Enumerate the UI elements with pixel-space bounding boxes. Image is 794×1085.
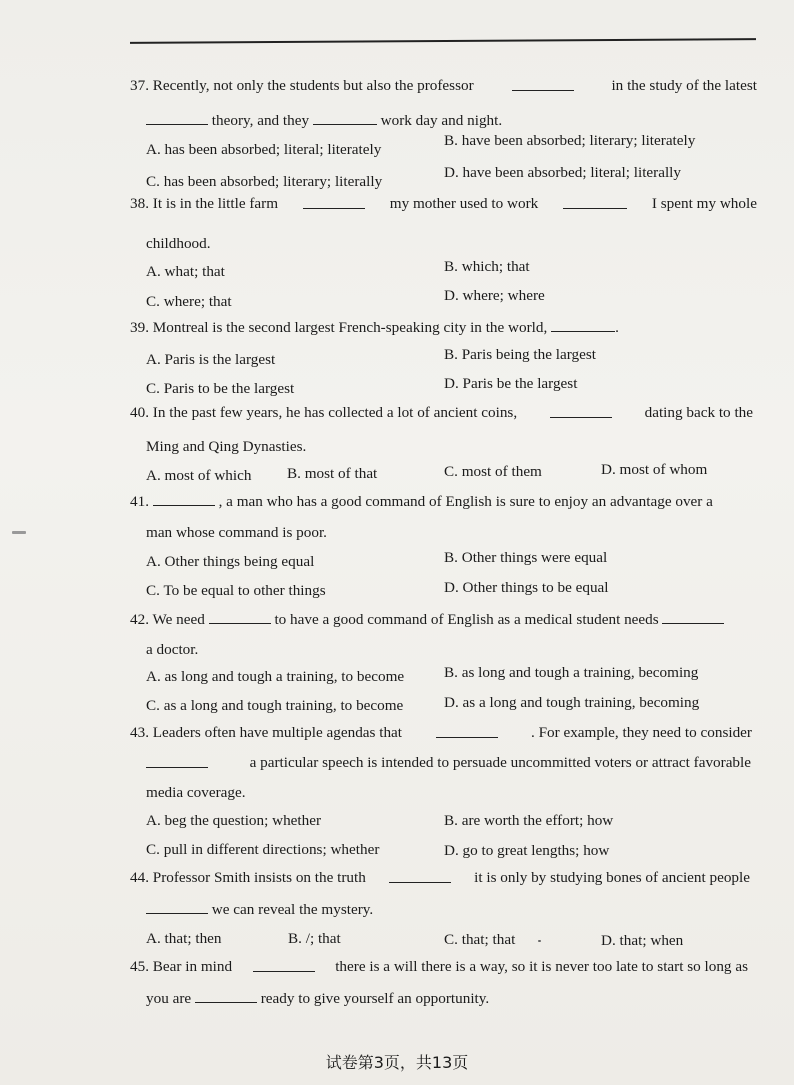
blank bbox=[551, 317, 615, 332]
q41-line1: 41. , a man who has a good command of English is sure to enjoy an advantage over a bbox=[130, 493, 713, 510]
q44-line1: 44. Professor Smith insists on the truth it is only by studying bones of ancient people bbox=[130, 869, 750, 886]
blank bbox=[195, 988, 257, 1003]
q40-option-c: C. most of them bbox=[444, 463, 542, 480]
blank bbox=[563, 194, 627, 209]
q43-line2: a particular speech is intended to persuade uncommitted voters or attract favorable bbox=[146, 753, 751, 773]
q45-line2: you are ready to give yourself an opportunity. bbox=[146, 990, 490, 1007]
q42-line2: a doctor. bbox=[146, 641, 199, 658]
q41-option-b: B. Other things were equal bbox=[444, 549, 608, 566]
q43-option-a: A. beg the question; whether bbox=[146, 812, 322, 829]
blank bbox=[253, 957, 315, 972]
q37-option-a: A. has been absorbed; literal; literately bbox=[146, 141, 382, 158]
q37-line1: 37. Recently, not only the students but also the professor in the study of the latest bbox=[130, 77, 757, 94]
q40-line2: Ming and Qing Dynasties. bbox=[146, 438, 307, 455]
q42-option-a: A. as long and tough a training, to become bbox=[146, 668, 405, 685]
scan-mark bbox=[12, 531, 26, 534]
q43-line3: media coverage. bbox=[146, 784, 246, 801]
q37-option-c: C. has been absorbed; literary; literally bbox=[146, 173, 383, 190]
q42-option-c: C. as a long and tough training, to become bbox=[146, 697, 404, 714]
q42-option-b: B. as long and tough a training, becoming bbox=[444, 664, 699, 681]
q43-option-d: D. go to great lengths; how bbox=[444, 842, 610, 859]
q40-option-d: D. most of whom bbox=[601, 461, 708, 478]
q38-line2: childhood. bbox=[146, 235, 211, 252]
q43-option-c: C. pull in different directions; whether bbox=[146, 841, 380, 858]
q40-option-a: A. most of which bbox=[146, 467, 252, 484]
q44-line2: we can reveal the mystery. bbox=[146, 899, 373, 920]
q44-option-b: B. /; that bbox=[288, 930, 341, 947]
q37-line2: theory, and they work day and night. bbox=[146, 110, 502, 131]
q43-line1: 43. Leaders often have multiple agendas that . For example, they need to consider bbox=[130, 724, 752, 741]
q37-option-b: B. have been absorbed; literary; literately bbox=[444, 132, 696, 149]
q38-option-d: D. where; where bbox=[444, 287, 545, 304]
q42-option-d: D. as a long and tough training, becoming bbox=[444, 694, 700, 711]
q40-option-b: B. most of that bbox=[287, 465, 378, 482]
blank bbox=[153, 491, 215, 506]
q38-line1: 38. It is in the little farm my mother used to work I spent my whole bbox=[130, 195, 757, 212]
q38-option-b: B. which; that bbox=[444, 258, 530, 275]
q39-line1: 39. Montreal is the second largest French-speaking city in the world, . bbox=[130, 319, 619, 336]
q45-line1: 45. Bear in mind there is a will there is a way, so it is never too late to start so long as bbox=[130, 958, 748, 975]
q39-option-a: A. Paris is the largest bbox=[146, 351, 276, 368]
q41-option-d: D. Other things to be equal bbox=[444, 579, 609, 596]
scan-dot bbox=[538, 940, 541, 942]
q40-line1: 40. In the past few years, he has collected a lot of ancient coins, dating back to the bbox=[130, 404, 753, 421]
q44-option-c: C. that; that bbox=[444, 931, 516, 948]
q41-option-a: A. Other things being equal bbox=[146, 553, 315, 570]
q42-line1: 42. We need to have a good command of English as a medical student needs bbox=[130, 609, 724, 630]
q39-option-c: C. Paris to be the largest bbox=[146, 380, 295, 397]
blank bbox=[303, 194, 365, 209]
blank bbox=[550, 403, 612, 418]
blank bbox=[209, 609, 271, 624]
q44-option-d: D. that; when bbox=[601, 932, 684, 949]
q41-line2: man whose command is poor. bbox=[146, 524, 327, 541]
q39-option-b: B. Paris being the largest bbox=[444, 346, 596, 363]
header-rule bbox=[130, 38, 756, 44]
q44-option-a: A. that; then bbox=[146, 930, 222, 947]
q38-option-a: A. what; that bbox=[146, 263, 225, 280]
q37-option-d: D. have been absorbed; literal; literally bbox=[444, 164, 682, 181]
blank bbox=[389, 868, 451, 883]
q43-option-b: B. are worth the effort; how bbox=[444, 812, 614, 829]
q38-option-c: C. where; that bbox=[146, 293, 232, 310]
blank bbox=[146, 899, 208, 914]
blank bbox=[512, 76, 574, 91]
q41-option-c: C. To be equal to other things bbox=[146, 582, 326, 599]
blank bbox=[146, 753, 208, 768]
blank bbox=[662, 609, 724, 624]
blank bbox=[436, 723, 498, 738]
blank bbox=[313, 110, 377, 125]
q39-option-d: D. Paris be the largest bbox=[444, 375, 578, 392]
page-footer: 试卷第3页，共13页 bbox=[325, 1053, 469, 1072]
blank bbox=[146, 110, 208, 125]
